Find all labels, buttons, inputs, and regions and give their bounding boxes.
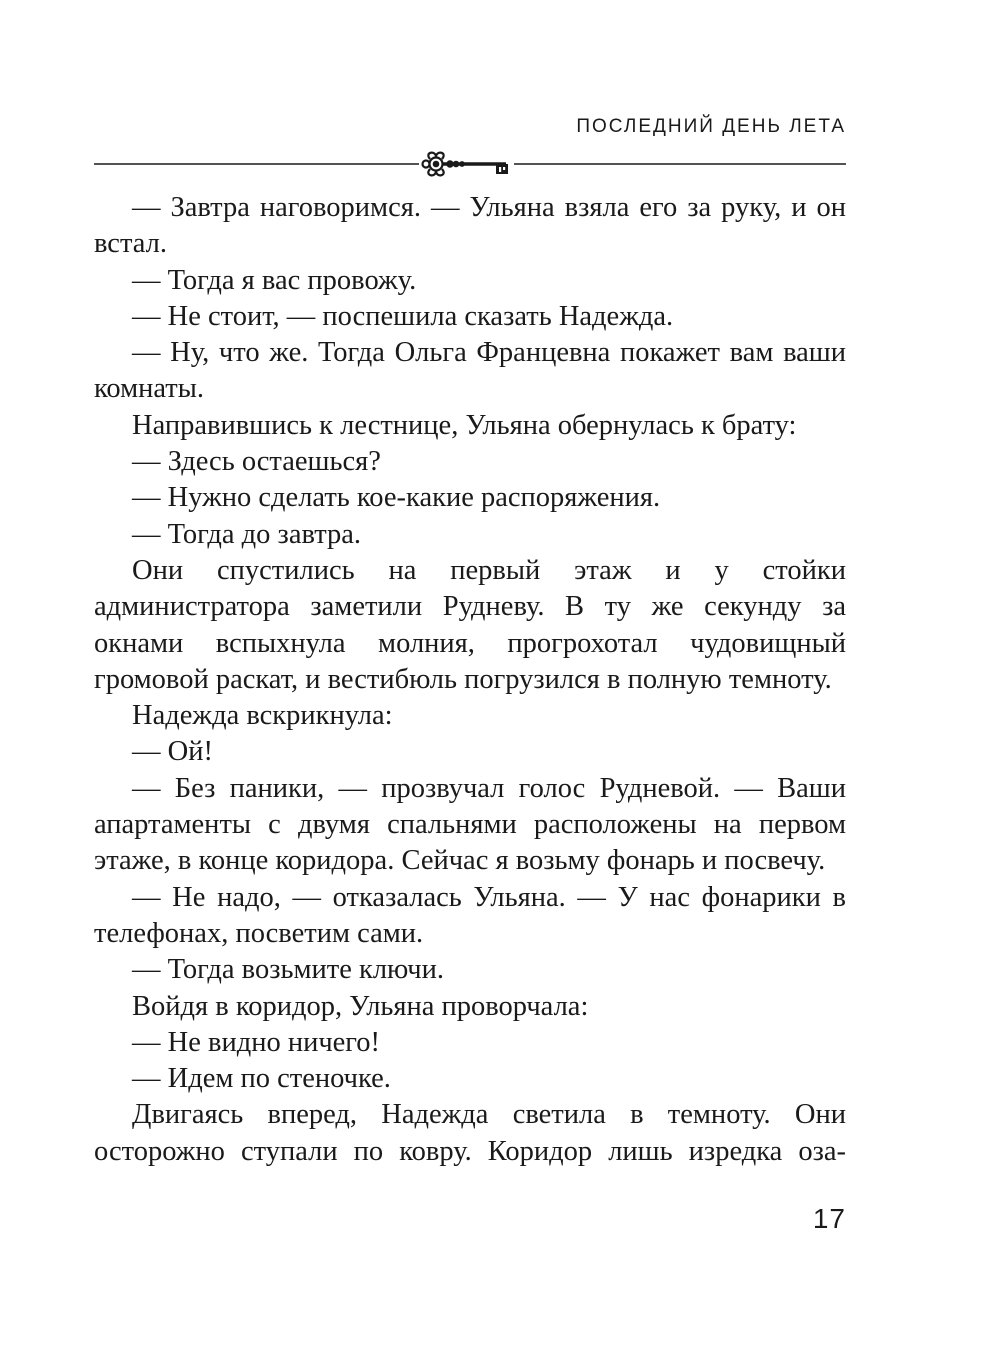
page-number: 17 (812, 1203, 846, 1234)
paragraph: — Нужно сделать кое-какие распоряжения. (132, 482, 661, 514)
paragraph: — Без паники, — прозвучал голос Рудневой. — Ваши апартаменты с двумя спальнями расположены на первом этаже, в конце коридора. Сейчас я возьму фонарь и посвечу. (94, 772, 846, 877)
paragraph: — Ой! (132, 736, 213, 768)
header-divider (94, 150, 846, 180)
paragraph: — Не стоит, — поспешила сказать Надежда. (132, 300, 674, 332)
paragraph: — Не надо, — отказалась Ульяна. — У нас фонарики в телефонах, посветим сами. (94, 881, 846, 949)
paragraph: Надежда вскрикнула: (132, 700, 393, 732)
paragraph: — Не видно ничего! (132, 1026, 381, 1058)
paragraph: — Тогда до завтра. (132, 518, 362, 550)
paragraph: — Идем по стеночке. (132, 1063, 391, 1095)
paragraph-continued: Двигаясь вперед, Надежда светила в темноту. Они осторожно ступали по ковру. Коридор лишь изредка оза- (94, 1099, 846, 1167)
body-text (94, 190, 846, 1170)
paragraph: Войдя в коридор, Ульяна проворчала: (132, 990, 589, 1022)
paragraph: Направившись к лестнице, Ульяна обернулась к брату: (132, 409, 797, 441)
paragraph: — Завтра наговоримся. — Ульяна взяла его за руку, и он встал. (94, 192, 846, 260)
paragraph: — Здесь остаешься? (132, 446, 381, 478)
paragraph: — Тогда возьмите ключи. (132, 954, 444, 986)
paragraph: — Ну, что же. Тогда Ольга Францевна покажет вам ваши комнаты. (94, 337, 846, 405)
key-icon (423, 153, 509, 176)
running-title: ПОСЛЕДНИЙ ДЕНЬ ЛЕТА (576, 116, 846, 137)
paragraph: Они спустились на первый этаж и у стойки администратора заметили Рудневу. В ту же секунду за окнами вспыхнула молния, прогрохотал чудовищный громовой раскат, и вестибюль погрузился в полную темноту. (94, 554, 846, 695)
paragraph: — Тогда я вас провожу. (132, 264, 417, 296)
